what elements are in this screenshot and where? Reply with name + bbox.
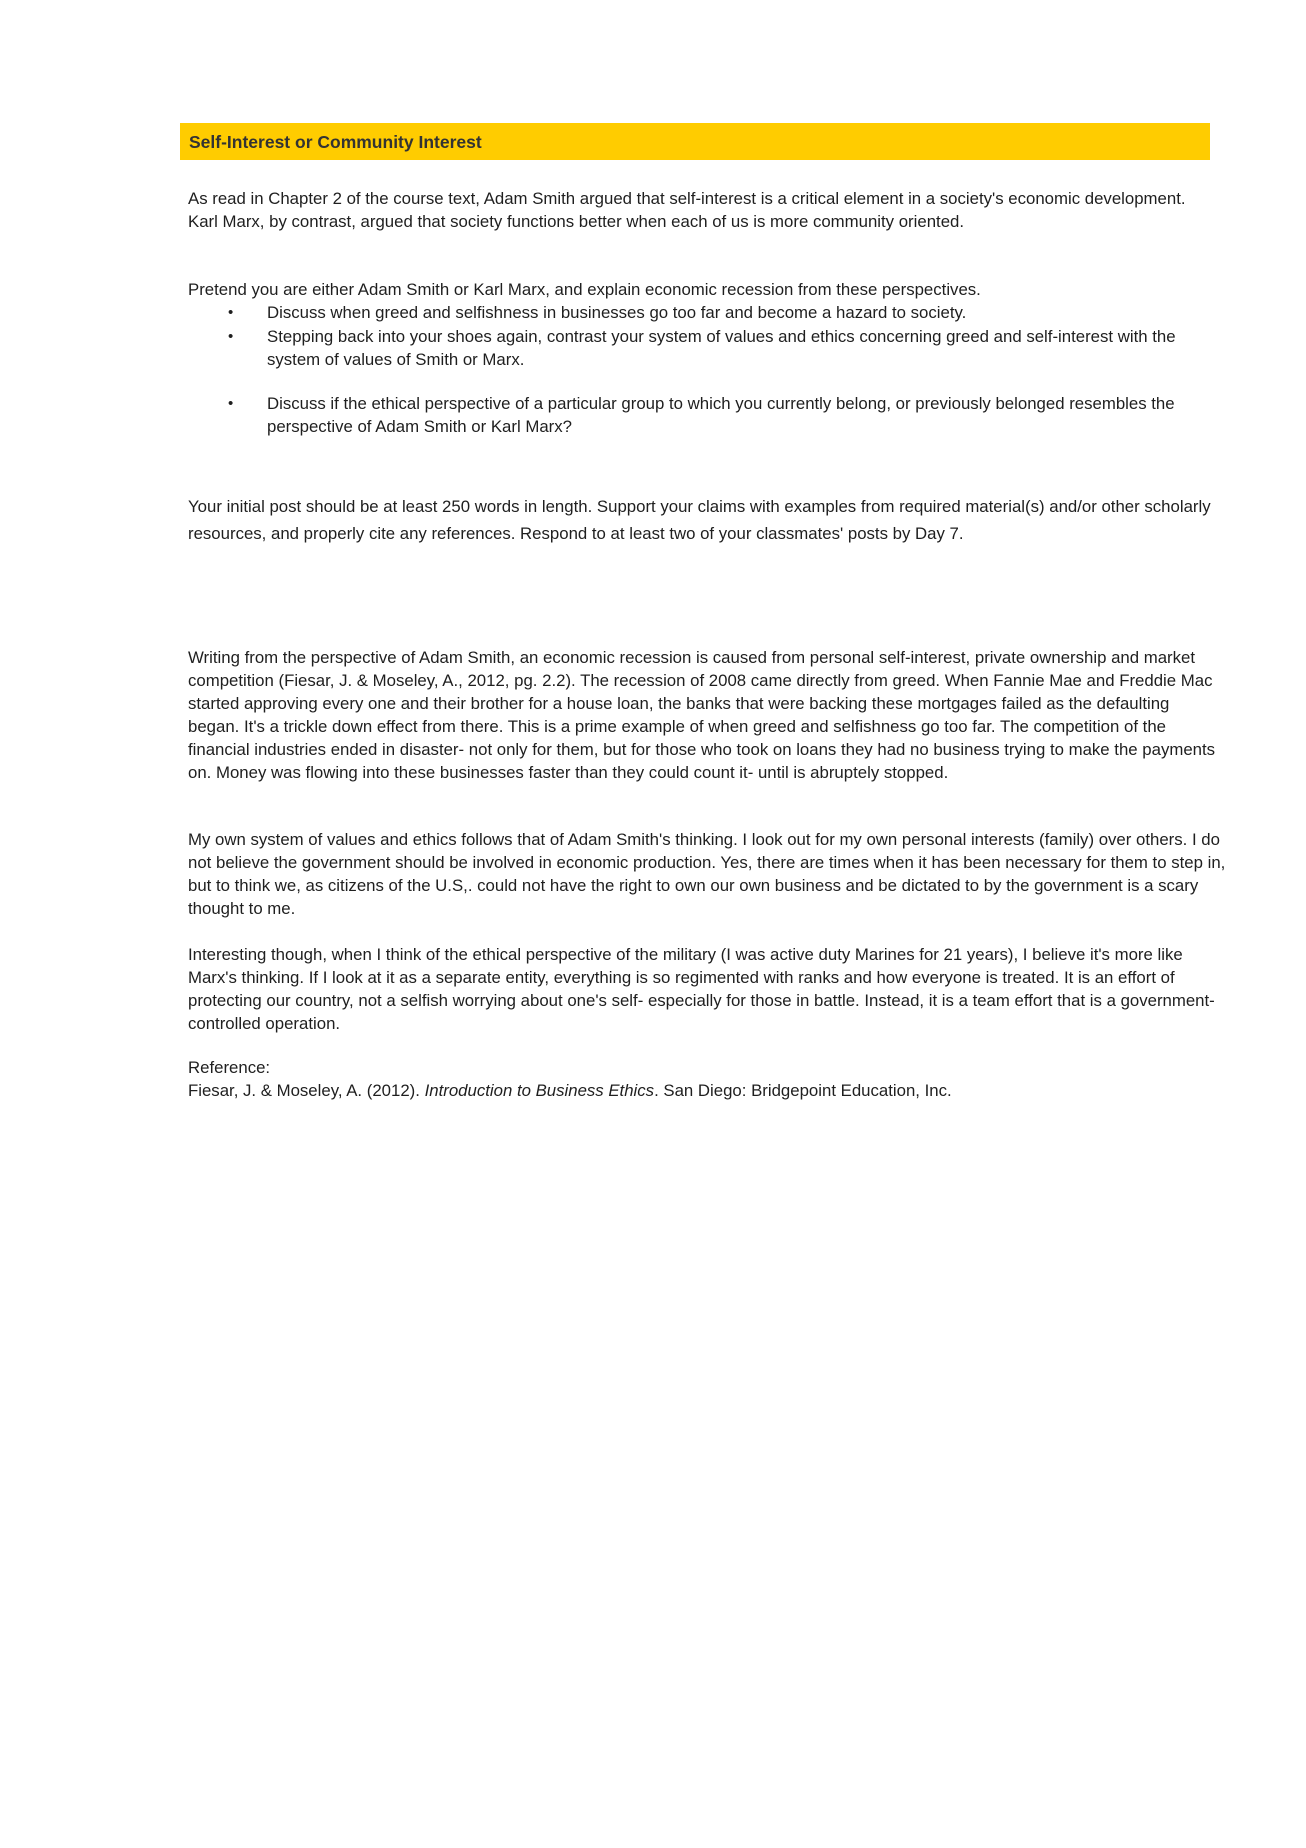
post-requirements bbox=[188, 493, 1218, 547]
bullet-text: Stepping back into your shoes again, contrast your system of values and ethics concerning greed and self-interest with the system of values of Smith or Marx. bbox=[267, 327, 1176, 369]
bullet-icon: • bbox=[228, 304, 234, 321]
citation-line bbox=[188, 1079, 1218, 1102]
prompt-bullet-list-continued bbox=[188, 392, 1228, 438]
answer-paragraph bbox=[188, 646, 1218, 784]
prompt-bullet-list bbox=[188, 301, 1228, 371]
list-item bbox=[188, 325, 1228, 371]
intro-paragraph bbox=[188, 187, 1188, 233]
answer-text: Interesting though, when I think of the ethical perspective of the military (I was active duty Marines for 21 years), I believe it's more like Marx's thinking. If I look at it as a separate entity, everything is so regimented with ranks and how everyone is treated. It is an effort of protecting our country, not a selfish worrying about one's self- especially for those in battle. Instead, it is a team effort that is a government-controlled operation. bbox=[188, 945, 1215, 1033]
prompt-lead bbox=[188, 278, 1218, 301]
answer-text: Writing from the perspective of Adam Smith, an economic recession is caused from personal self-interest, private ownership and market competition (Fiesar, J. & Moseley, A., 2012, pg. 2.2). The recession of 2008 came directly from greed. When Fannie Mae and Freddie Mac started approving every one and their brother for a house loan, the banks that were backing these mortgages failed as the defaulting began. It's a trickle down effect from there. This is a prime example of when greed and selfishness go too far. The competition of the financial industries ended in disaster- not only for them, but for those who took on loans they had no business trying to make the payments on. Money was flowing into these businesses faster than they could count it- until is abruptely stopped. bbox=[188, 648, 1216, 782]
bullet-text: Discuss when greed and selfishness in businesses go too far and become a hazard to society. bbox=[267, 303, 967, 322]
section-header-banner bbox=[180, 123, 1210, 160]
post-requirements-text: Your initial post should be at least 250 words in length. Support your claims with examples from required material(s) and/or other scholarly resources, and properly cite any references. Respond to at least two of your classmates' posts by Day 7. bbox=[188, 497, 1211, 543]
section-title: Self-Interest or Community Interest bbox=[189, 132, 482, 152]
citation-publisher: . San Diego: Bridgepoint Education, Inc. bbox=[654, 1081, 952, 1100]
list-item bbox=[188, 301, 1228, 324]
reference-label: Reference: bbox=[188, 1058, 271, 1077]
intro-text: As read in Chapter 2 of the course text, Adam Smith argued that self-interest is a critical element in a society's economic development. Karl Marx, by contrast, argued that society functions better when each of us is more community oriented. bbox=[188, 189, 1186, 231]
prompt-lead-text: Pretend you are either Adam Smith or Karl Marx, and explain economic recession from these perspectives. bbox=[188, 280, 981, 299]
reference-heading bbox=[188, 1056, 1218, 1079]
list-item bbox=[188, 392, 1228, 438]
bullet-icon: • bbox=[228, 328, 234, 345]
citation-authors: Fiesar, J. & Moseley, A. (2012). bbox=[188, 1081, 425, 1100]
answer-paragraph bbox=[188, 828, 1233, 920]
bullet-icon: • bbox=[228, 395, 234, 412]
reference-citation bbox=[188, 1079, 1218, 1102]
answer-paragraph bbox=[188, 943, 1228, 1035]
bullet-text: Discuss if the ethical perspective of a particular group to which you currently belong, or previously belonged resembles the perspective of Adam Smith or Karl Marx? bbox=[267, 394, 1175, 436]
citation-book-title: Introduction to Business Ethics bbox=[424, 1081, 655, 1100]
answer-text: My own system of values and ethics follows that of Adam Smith's thinking. I look out for my own personal interests (family) over others. I do not believe the government should be involved in economic production. Yes, there are times when it has been necessary for them to step in, but to think we, as citizens of the U.S,. could not have the right to own our own business and be dictated to by the government is a scary thought to me. bbox=[188, 830, 1226, 918]
